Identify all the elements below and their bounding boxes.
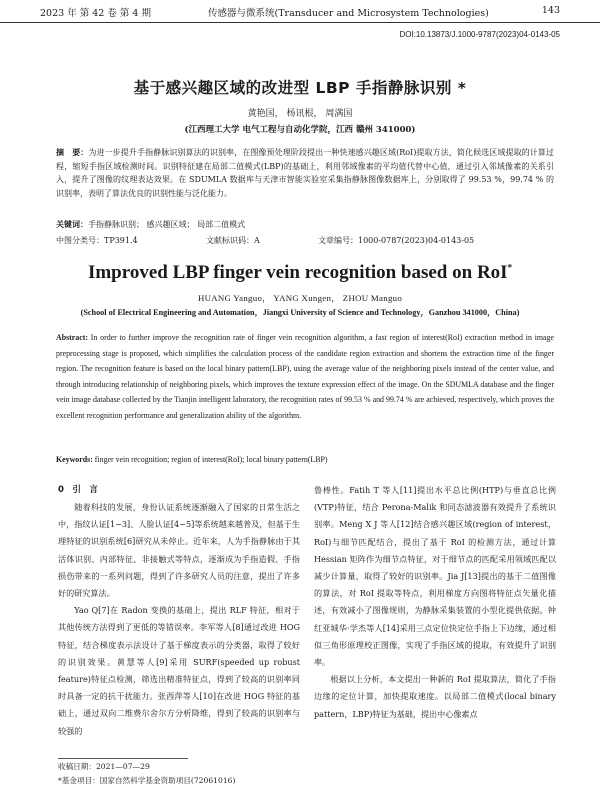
clc-number: 中图分类号：TP391.4 [56, 236, 138, 245]
right-paragraph-2: 根据以上分析，本文提出一种新的 RoI 提取算法，简化了手指边缘的定位计算，加快提取速度。以局部二值模式(local binary pattern，LBP)特征为基础，提出中心像素点 [314, 674, 556, 719]
journal-name: 传感器与微系统(Transducer and Microsystem Technologies) [208, 8, 489, 19]
english-abstract-text: In order to further improve the recognition rate of finger vein recognition algorithm, a fast region of interest(RoI) extraction method in image preprocessing stage is proposed, which simplifies the calculation process of the candidate region extraction and shortens the extraction time of the finger region. The recognition feature is based on the local binary pattern(LBP), using the average value of the neighboring pixels instead of the center value, and through introducing relationship of neighboring pixels, which improves the texture expression effect of the image. On the SDUMLA database and the finger vein image database collected by the Tianjin intelligent laboratory, the recognition rates of 99.53 % and 99.74 % are achieved, respectively, which proves the excellent recognition performance and generalization ability of the algorithm. [56, 333, 554, 420]
received-date: 收稿日期：2021—07—29 [58, 762, 150, 771]
right-paragraph-1: 鲁棒性。Fatih T 等人[11]提出水平总比例(HTP)与垂直总比例(VTP)特征，结合 Perona-Malik 和同态滤波器有效提升了系统识别率。Meng X J 等人[12]结合感兴趣区域(region of interest，RoI)与细节匹配结合，提出了基于 RoI 的检测方法，通过计算 Hessian 矩阵作为细节点特征，对于细节点的匹配采用领域匹配以减少计算量，取得了较好的识别率。Jia J[13]提出的基于二值图像的算法，对 RoI 提取等特点，利用梯度方向图将特征点矢量化描述，有效减小了图像规则，为静脉采集装置的小型化提供依据。钟红亚城华·学杰等人[14]采用三点定位快定位手指上下边缘，通过相似三角形原理校正图像，实现了手指区域的提取，有效提升了识别率。 [314, 485, 556, 668]
chinese-authors: 黄艳国， 杨讯根， 周满国 [247, 109, 353, 119]
english-title [0, 262, 600, 284]
left-paragraph-1: 随着科技的发展，身份认证系统逐渐融入了国家的日常生活之中，指纹认证[1~3]、人脸认证[4~5]等系统越来越普及，但基于生理特征的识别系统[6]研究从未停止。近年来，人为手指静脉由于其活体识别、内部特征、非接触式等特点，逐渐成为手指造假、手指损伤带来的一系列问题，得到了许多研究人员的注意，提出了许多好的研究算法。 [58, 502, 300, 599]
chinese-affiliation: (江西理工大学 电气工程与自动化学院，江西 赣州 341000) [184, 125, 416, 135]
english-keywords-label: Keywords: [56, 455, 93, 464]
english-title-text: Improved LBP finger vein recognition based on RoI [87, 262, 508, 283]
left-column [58, 482, 300, 740]
fund-footnote: *基金项目：国家自然科学基金资助项目(72061016) [58, 776, 236, 785]
chinese-keywords [56, 219, 554, 230]
english-abstract-label: Abstract: [56, 333, 88, 342]
footnote-divider [58, 758, 188, 759]
chinese-abstract-label: 摘 要： [56, 148, 89, 157]
journal-issue: 2023 年 第 42 卷 第 4 期 [40, 8, 151, 19]
chinese-title: 基于感兴趣区域的改进型 LBP 手指静脉识别 * [133, 79, 467, 97]
english-abstract [56, 330, 554, 424]
chinese-abstract [56, 146, 554, 200]
chinese-keywords-text: 手指静脉识别； 感兴趣区域； 局部二值模式 [88, 220, 246, 229]
section-title: 0 引 言 [58, 485, 98, 495]
page-number: 143 [541, 5, 560, 16]
chinese-keywords-label: 关键词： [56, 220, 88, 229]
left-paragraph-2: Yao Q[7]在 Radon 变换的基础上，提出 RLF 特征，相对于其他传统方法得到了更低的等错误率。李军等人[8]通过改进 HOG 特征，结合梯度表示法设计了基于梯度表示的分类器，取得了较好的识别效果。黄慧等人[9]采用 SURF(speeded up robust feature)特征点检测，筛选出精准特征点，得到了较高的识别率同时具备一定的抗干扰能力。张西萍等人[10]在改进 HOG 特征的基础上，通过双向二维费尔舍尔方分析降维，得到了较高的识别率与较强的 [58, 605, 300, 736]
english-keywords [56, 455, 554, 464]
chinese-abstract-text: 为进一步提升手指静脉识别算法的识别率，在图像预处理阶段提出一种快速感兴趣区域(RoI)提取方法，简化候选区域提取的计算过程，缩短手指区域检测时间。识别特征建在局部二值模式(LBP)的基础上，利用邻域像素的平均值代替中心值，通过引入邻域像素的关系引入，提升了图像的纹理表达效果。在 SDUMLA 数据库与天津市智能实验室采集指静脉图像数据库上，分别取得了 99.53 %，99.74 % 的识别率，表明了算法优良的识别性能与泛化能力。 [56, 148, 554, 198]
english-title-mark: * [507, 262, 513, 273]
right-column [314, 482, 556, 723]
running-header [0, 0, 600, 23]
article-number: 文章编号：1000-0787(2023)04-0143-05 [318, 236, 475, 245]
english-authors: HUANG Yanguo， YANG Xungen， ZHOU Manguo [197, 293, 403, 303]
document-code: 文献标识码：A [206, 236, 260, 245]
english-affiliation: (School of Electrical Engineering and Automation，Jiangxi University of Science and Technology，Ganzhou 341000，China) [80, 308, 520, 317]
english-keywords-text: finger vein recognition; region of interest(RoI); local binary pattern(LBP) [92, 455, 328, 464]
doi: DOI:10.13873/J.1000-9787(2023)04-0143-05 [399, 30, 560, 39]
